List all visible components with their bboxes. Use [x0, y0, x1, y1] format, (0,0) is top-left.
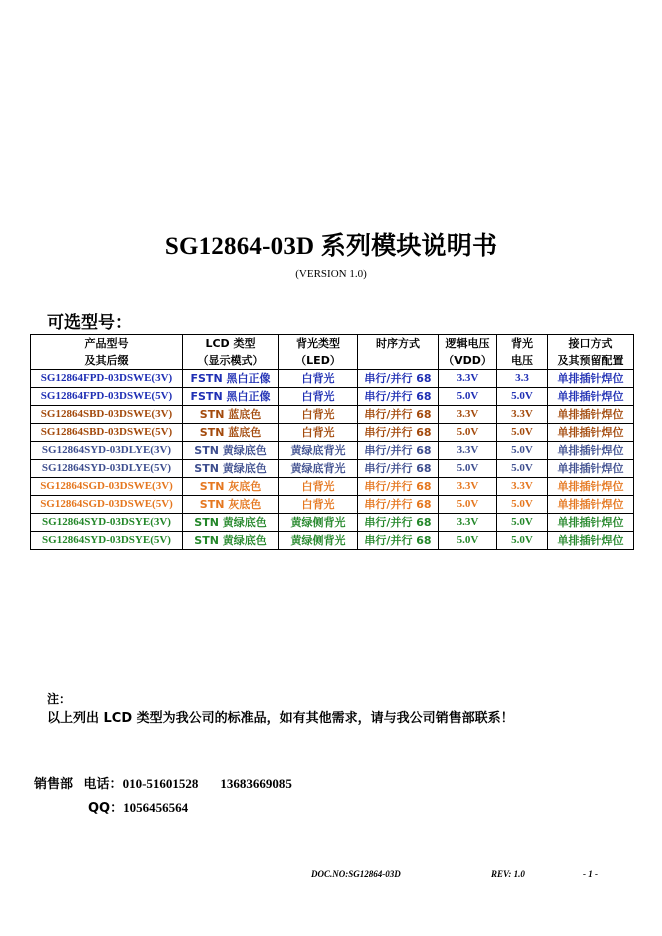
table-row	[31, 406, 634, 424]
logic-voltage-cell: 3.3V	[439, 514, 497, 532]
lcd-type-cell: STN 灰底色	[183, 496, 279, 514]
timing-cell: 串行/并行 68	[358, 370, 439, 388]
column-header-line: 电压	[511, 354, 533, 367]
backlight-type-cell: 白背光	[279, 406, 358, 424]
timing-cell: 串行/并行 68	[358, 424, 439, 442]
table-row	[31, 370, 634, 388]
column-header	[183, 335, 279, 370]
mobile-number: 13683669085	[220, 776, 292, 791]
column-header-line: （VDD）	[443, 354, 492, 367]
backlight-type-cell: 白背光	[279, 370, 358, 388]
options-heading: 可选型号：	[47, 313, 132, 333]
model-cell: SG12864SYD-03DLYE(5V)	[31, 460, 183, 478]
column-header-line	[358, 352, 438, 369]
backlight-voltage-cell: 3.3V	[497, 406, 548, 424]
timing-cell: 串行/并行 68	[358, 532, 439, 550]
backlight-type-cell: 黄绿侧背光	[279, 514, 358, 532]
interface-cell: 单排插针焊位	[548, 370, 634, 388]
logic-voltage-cell: 5.0V	[439, 460, 497, 478]
model-cell: SG12864SYD-03DSYE(5V)	[31, 532, 183, 550]
table-row	[31, 460, 634, 478]
logic-voltage-cell: 5.0V	[439, 496, 497, 514]
table-header-row	[31, 335, 634, 370]
backlight-type-cell: 黄绿底背光	[279, 460, 358, 478]
footer-doc-number: DOC.NO:SG12864-03D	[311, 869, 401, 879]
lcd-type-cell: FSTN 黑白正像	[183, 370, 279, 388]
column-header	[548, 335, 634, 370]
column-header	[358, 335, 439, 370]
column-header-line: 逻辑电压	[445, 337, 490, 350]
backlight-voltage-cell: 5.0V	[497, 532, 548, 550]
lcd-type-cell: STN 黄绿底色	[183, 460, 279, 478]
column-header	[279, 335, 358, 370]
column-header-line: 背光	[511, 337, 533, 350]
sales-dept-label: 销售部	[34, 777, 74, 792]
backlight-type-cell: 白背光	[279, 496, 358, 514]
logic-voltage-cell: 3.3V	[439, 406, 497, 424]
backlight-voltage-cell: 5.0V	[497, 460, 548, 478]
table-row	[31, 478, 634, 496]
interface-cell: 单排插针焊位	[548, 478, 634, 496]
logic-voltage-cell: 5.0V	[439, 424, 497, 442]
column-header	[31, 335, 183, 370]
column-header-line: 时序方式	[376, 337, 420, 350]
column-header-line: 及其预留配置	[557, 354, 624, 367]
phone-number: 010-51601528	[122, 776, 199, 791]
contact-phone-line	[34, 773, 292, 792]
column-header-line: （LED）	[295, 354, 341, 367]
interface-cell: 单排插针焊位	[548, 514, 634, 532]
qq-label: QQ：	[88, 801, 124, 816]
column-header-line: 接口方式	[568, 337, 613, 350]
model-cell: SG12864SBD-03DSWE(5V)	[31, 424, 183, 442]
column-header-line: 及其后缀	[84, 354, 129, 367]
version-label: (VERSION 1.0)	[295, 268, 367, 280]
logic-voltage-cell: 3.3V	[439, 478, 497, 496]
logic-voltage-cell: 3.3V	[439, 370, 497, 388]
timing-cell: 串行/并行 68	[358, 514, 439, 532]
timing-cell: 串行/并行 68	[358, 478, 439, 496]
timing-cell: 串行/并行 68	[358, 388, 439, 406]
lcd-type-cell: STN 蓝底色	[183, 406, 279, 424]
lcd-type-cell: STN 黄绿底色	[183, 442, 279, 460]
qq-number: 1056456564	[123, 800, 189, 815]
column-header-line: （显示模式）	[197, 354, 264, 367]
backlight-type-cell: 白背光	[279, 388, 358, 406]
backlight-type-cell: 黄绿侧背光	[279, 532, 358, 550]
note-heading: 注：	[47, 692, 72, 706]
model-cell: SG12864SYD-03DLYE(3V)	[31, 442, 183, 460]
contact-qq-line	[88, 797, 188, 816]
footer-revision: REV: 1.0	[491, 869, 525, 879]
backlight-voltage-cell: 5.0V	[497, 388, 548, 406]
interface-cell: 单排插针焊位	[548, 406, 634, 424]
table-row	[31, 388, 634, 406]
backlight-type-cell: 白背光	[279, 478, 358, 496]
logic-voltage-cell: 5.0V	[439, 388, 497, 406]
column-header	[497, 335, 548, 370]
timing-cell: 串行/并行 68	[358, 496, 439, 514]
backlight-type-cell: 黄绿底背光	[279, 442, 358, 460]
table-body	[31, 370, 634, 550]
interface-cell: 单排插针焊位	[548, 442, 634, 460]
model-table	[30, 334, 634, 550]
phone-label: 电话：	[83, 777, 123, 792]
lcd-type-cell: STN 黄绿底色	[183, 514, 279, 532]
column-header-line: 背光类型	[296, 337, 340, 350]
interface-cell: 单排插针焊位	[548, 496, 634, 514]
interface-cell: 单排插针焊位	[548, 532, 634, 550]
model-cell: SG12864SGD-03DSWE(5V)	[31, 496, 183, 514]
footer-page-number: - 1 -	[583, 869, 598, 879]
table-row	[31, 442, 634, 460]
table-row	[31, 514, 634, 532]
backlight-voltage-cell: 5.0V	[497, 442, 548, 460]
backlight-voltage-cell: 5.0V	[497, 424, 548, 442]
backlight-voltage-cell: 5.0V	[497, 514, 548, 532]
backlight-voltage-cell: 3.3V	[497, 478, 548, 496]
interface-cell: 单排插针焊位	[548, 460, 634, 478]
backlight-voltage-cell: 3.3	[497, 370, 548, 388]
table-row	[31, 496, 634, 514]
column-header-line: LCD 类型	[205, 337, 256, 350]
model-cell: SG12864FPD-03DSWE(5V)	[31, 388, 183, 406]
document-title: SG12864-03D 系列模块说明书	[164, 233, 498, 260]
interface-cell: 单排插针焊位	[548, 388, 634, 406]
model-cell: SG12864SYD-03DSYE(3V)	[31, 514, 183, 532]
timing-cell: 串行/并行 68	[358, 460, 439, 478]
note-text: 以上列出 LCD 类型为我公司的标准品，如有其他需求，请与我公司销售部联系！	[47, 711, 514, 726]
lcd-type-cell: STN 黄绿底色	[183, 532, 279, 550]
backlight-type-cell: 白背光	[279, 424, 358, 442]
timing-cell: 串行/并行 68	[358, 406, 439, 424]
table-row	[31, 532, 634, 550]
column-header	[439, 335, 497, 370]
lcd-type-cell: STN 蓝底色	[183, 424, 279, 442]
lcd-type-cell: FSTN 黑白正像	[183, 388, 279, 406]
logic-voltage-cell: 5.0V	[439, 532, 497, 550]
logic-voltage-cell: 3.3V	[439, 442, 497, 460]
model-cell: SG12864FPD-03DSWE(3V)	[31, 370, 183, 388]
backlight-voltage-cell: 5.0V	[497, 496, 548, 514]
lcd-type-cell: STN 灰底色	[183, 478, 279, 496]
model-cell: SG12864SBD-03DSWE(3V)	[31, 406, 183, 424]
column-header-line: 产品型号	[84, 337, 129, 350]
table-row	[31, 424, 634, 442]
timing-cell: 串行/并行 68	[358, 442, 439, 460]
model-cell: SG12864SGD-03DSWE(3V)	[31, 478, 183, 496]
interface-cell: 单排插针焊位	[548, 424, 634, 442]
